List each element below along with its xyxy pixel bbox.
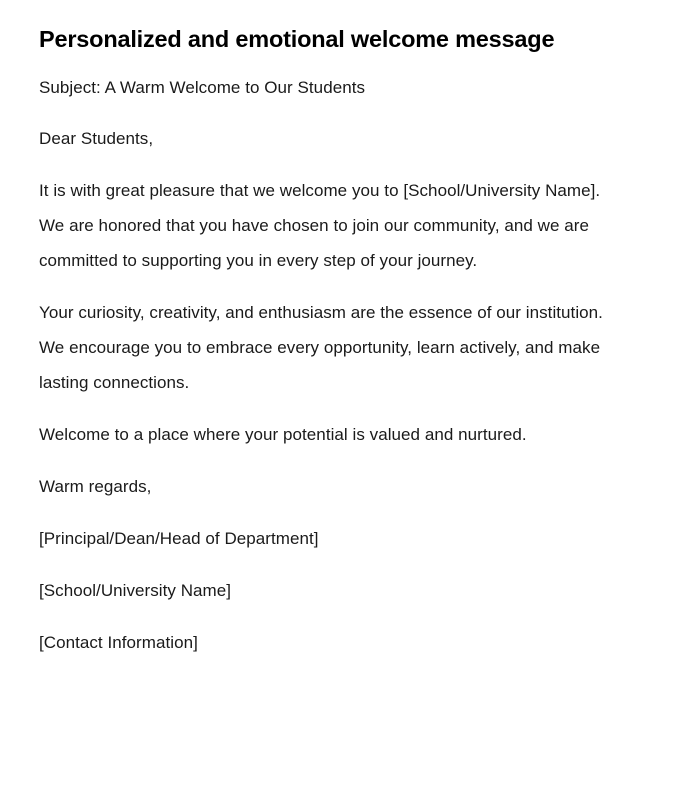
paragraph-closing-statement: Welcome to a place where your potential is valued and nurtured. [39,425,527,444]
paragraph-subject-line: Subject: A Warm Welcome to Our Students [39,78,366,97]
paragraph-signature-role: [Principal/Dean/Head of Department] [39,529,319,548]
page-title: Personalized and emotional welcome message [39,26,555,52]
paragraph-signature-institution: [School/University Name] [39,581,232,600]
paragraph-signature-contact: [Contact Information] [39,633,198,652]
paragraph-salutation: Dear Students, [39,129,154,148]
paragraph-encouragement: Your curiosity, creativity, and enthusiasm are the essence of our institution. We encourage you to embrace every opportunity, learn actively, and make lasting connections. [39,303,603,392]
paragraph-welcome-intro: It is with great pleasure that we welcome you to [School/University Name]. We are honored that you have chosen to join our community, and we are committed to supporting you in every step of your journey. [39,181,601,270]
paragraph-sign-off: Warm regards, [39,477,152,496]
document-body [39,70,619,660]
